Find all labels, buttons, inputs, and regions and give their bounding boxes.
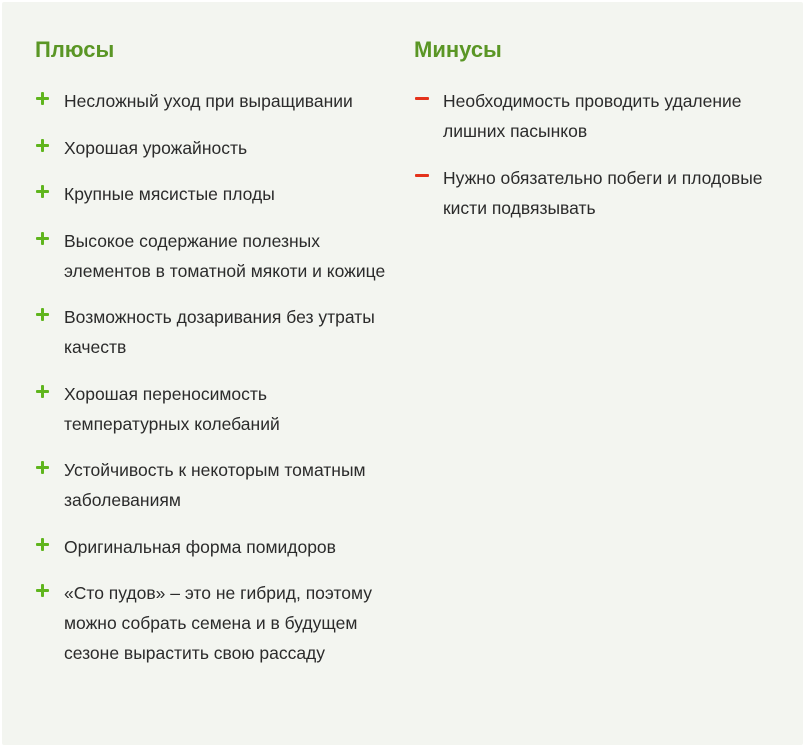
pros-column (35, 36, 397, 685)
pros-title: Плюсы (35, 37, 115, 62)
pros-item-text: Высокое содержание полезных элементов в томатной мякоти и кожице (64, 230, 386, 281)
pros-item (35, 532, 397, 562)
cons-item-text: Необходимость проводить удаление лишних пасынков (443, 91, 742, 141)
pros-list (35, 86, 397, 668)
pros-cons-panel (2, 2, 803, 745)
pros-item (35, 86, 397, 116)
plus-icon (35, 379, 49, 409)
pros-item-text: Несложный уход при выращивании (64, 91, 353, 111)
plus-icon (35, 179, 49, 209)
cons-list (414, 86, 774, 223)
pros-item-text: Возможность дозаривания без утраты качеств (64, 307, 375, 357)
cons-column (414, 36, 774, 239)
plus-icon (35, 226, 49, 256)
pros-item (35, 455, 397, 515)
pros-item (35, 179, 397, 209)
pros-item (35, 302, 397, 362)
cons-title: Минусы (414, 37, 502, 62)
plus-icon (35, 86, 49, 116)
pros-item (35, 226, 397, 286)
plus-icon (35, 302, 49, 332)
cons-item-text: Нужно обязательно побеги и плодовые кисти подвязывать (443, 167, 763, 218)
plus-icon (35, 133, 49, 163)
pros-item-text: Хорошая урожайность (64, 137, 248, 158)
plus-icon (35, 578, 49, 608)
cons-item (414, 86, 774, 146)
minus-icon (414, 163, 428, 193)
pros-item-text: Оригинальная форма помидоров (64, 536, 336, 557)
pros-item-text: «Сто пудов» – это не гибрид, поэтому можно собрать семена и в будущем сезоне вырастить свою рассаду (64, 583, 372, 663)
pros-item (35, 379, 397, 439)
cons-item (414, 163, 774, 223)
pros-item-text: Устойчивость к некоторым томатным заболеваниям (64, 460, 366, 510)
pros-item-text: Хорошая переносимость температурных колебаний (64, 383, 280, 434)
minus-icon (414, 86, 428, 116)
plus-icon (35, 532, 49, 562)
pros-item (35, 578, 397, 668)
pros-item (35, 133, 397, 163)
plus-icon (35, 455, 49, 485)
pros-item-text: Крупные мясистые плоды (64, 184, 275, 204)
